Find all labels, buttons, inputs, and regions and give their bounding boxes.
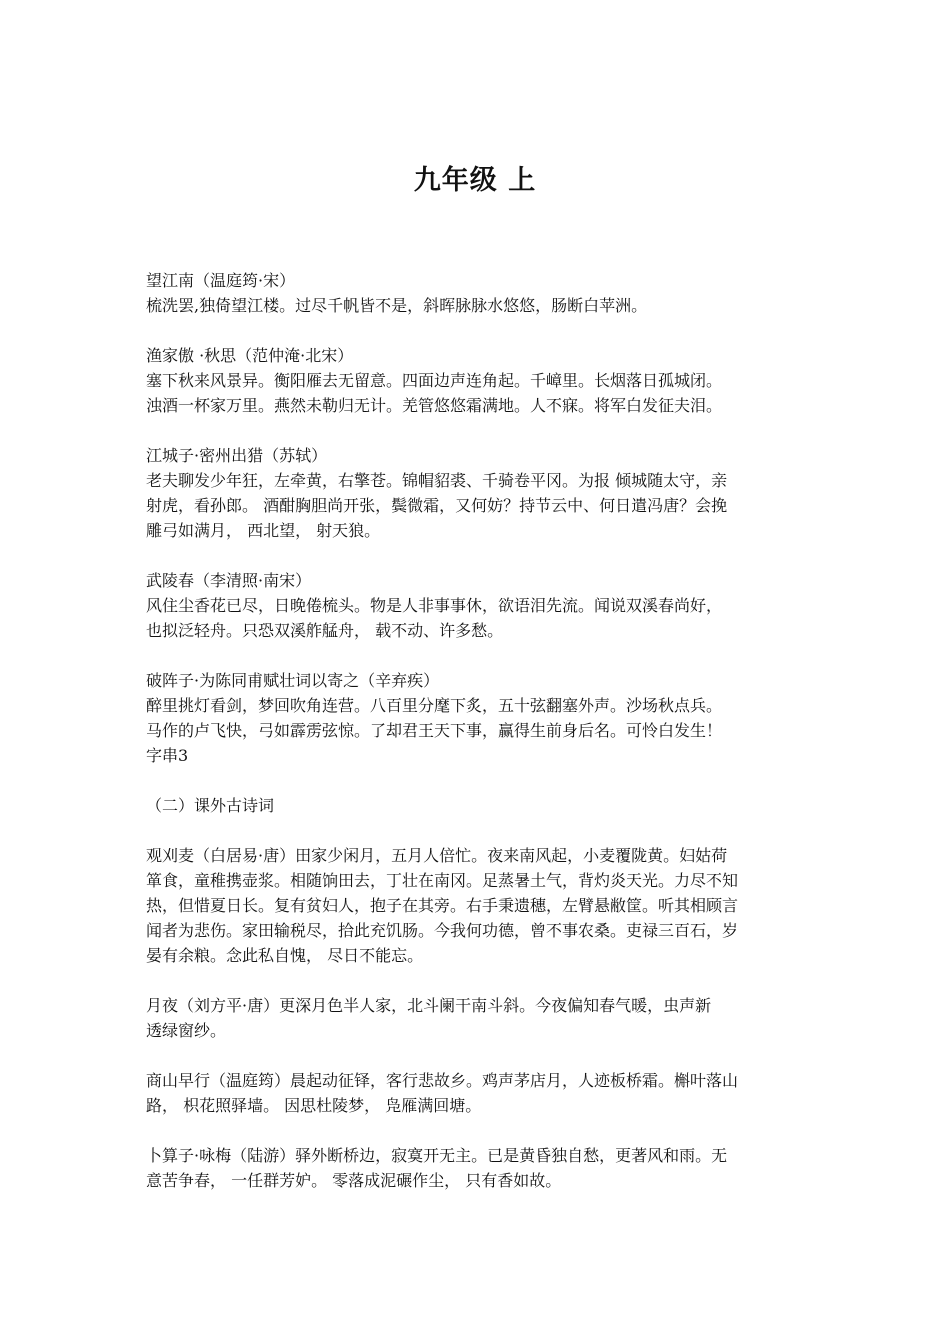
poem-line: 老夫聊发少年狂，左牵黄，右擎苍。锦帽貂裘、千骑卷平冈。为报 倾城随太守，亲 (146, 471, 728, 490)
poem-heading: 破阵子·为陈同甫赋壮词以寄之（辛弃疾） (146, 671, 440, 690)
poem-line: 醉里挑灯看剑，梦回吹角连营。八百里分麾下炙，五十弦翻塞外声。沙场秋点兵。 (146, 696, 723, 715)
poem-line: 观刈麦（白居易·唐）田家少闲月，五月人倍忙。夜来南风起，小麦覆陇黄。妇姑荷 (146, 846, 728, 865)
poem-block (146, 568, 811, 643)
poem-heading: 武陵春（李清照·南宋） (146, 571, 312, 590)
poem-line: 也拟泛轻舟。只恐双溪舴艋舟， 载不动、许多愁。 (146, 621, 504, 640)
poem-line: 浊酒一杯家万里。燕然未勒归无计。羌管悠悠霜满地。人不寐。将军白发征夫泪。 (146, 396, 723, 415)
poem-line: 透绿窗纱。 (146, 1021, 227, 1040)
poem-block (146, 1068, 811, 1118)
poem-block (146, 1143, 811, 1193)
poem-heading: 渔家傲 ·秋思（范仲淹·北宋） (146, 346, 354, 365)
poem-line: 卜算子·咏梅（陆游）驿外断桥边，寂寞开无主。已是黄昏独自愁，更著风和雨。无 (146, 1146, 728, 1165)
poem-line: 热，但惜夏日长。复有贫妇人，抱子在其旁。右手秉遗穗，左臂悬敝筐。听其相顾言 (146, 896, 739, 915)
poem-line: 箪食，童稚携壶浆。相随饷田去，丁壮在南冈。足蒸暑土气，背灼炎天光。力尽不知 (146, 871, 739, 890)
poem-block (146, 343, 811, 418)
document-body (146, 268, 811, 1218)
poem-line: 月夜（刘方平·唐）更深月色半人家，北斗阑干南斗斜。今夜偏知春气暖，虫声新 (146, 996, 712, 1015)
poem-heading: 望江南（温庭筠·宋） (146, 271, 296, 290)
poem-block (146, 268, 811, 318)
page-title: 九年级 上 (413, 165, 537, 196)
poem-block (146, 443, 811, 543)
poem-line: 字串3 (146, 746, 189, 765)
poem-line: 闻者为悲伤。家田输税尽，拾此充饥肠。今我何功德，曾不事农桑。吏禄三百石，岁 (146, 921, 739, 940)
poem-block (146, 993, 811, 1043)
poem-line: 商山早行（温庭筠）晨起动征铎，客行悲故乡。鸡声茅店月，人迹板桥霜。槲叶落山 (146, 1071, 739, 1090)
poem-line: 晏有余粮。念此私自愧， 尽日不能忘。 (146, 946, 424, 965)
poem-line: 风住尘香花已尽，日晚倦梳头。物是人非事事休，欲语泪先流。闻说双溪春尚好， (146, 596, 723, 615)
poem-heading: 江城子·密州出猎（苏轼） (146, 446, 328, 465)
poem-block (146, 668, 811, 768)
section-heading: （二）课外古诗词 (146, 796, 275, 815)
poem-line: 意苦争春， 一任群芳妒。 零落成泥碾作尘， 只有香如故。 (146, 1171, 562, 1190)
poem-line: 塞下秋来风景异。衡阳雁去无留意。四面边声连角起。千嶂里。长烟落日孤城闭。 (146, 371, 723, 390)
poem-line: 路， 枳花照驿墙。 因思杜陵梦， 凫雁满回塘。 (146, 1096, 482, 1115)
poem-line: 雕弓如满月， 西北望， 射天狼。 (146, 521, 381, 540)
poem-line: 射虎，看孙郎。 酒酣胸胆尚开张，鬓微霜，又何妨？持节云中、何日遣冯唐？会挽 (146, 496, 728, 515)
poem-block (146, 843, 811, 968)
poem-line: 马作的卢飞快，弓如霹雳弦惊。了却君王天下事，赢得生前身后名。可怜白发生！ (146, 721, 723, 740)
poem-line: 梳洗罢,独倚望江楼。过尽千帆皆不是，斜晖脉脉水悠悠，肠断白苹洲。 (146, 296, 648, 315)
